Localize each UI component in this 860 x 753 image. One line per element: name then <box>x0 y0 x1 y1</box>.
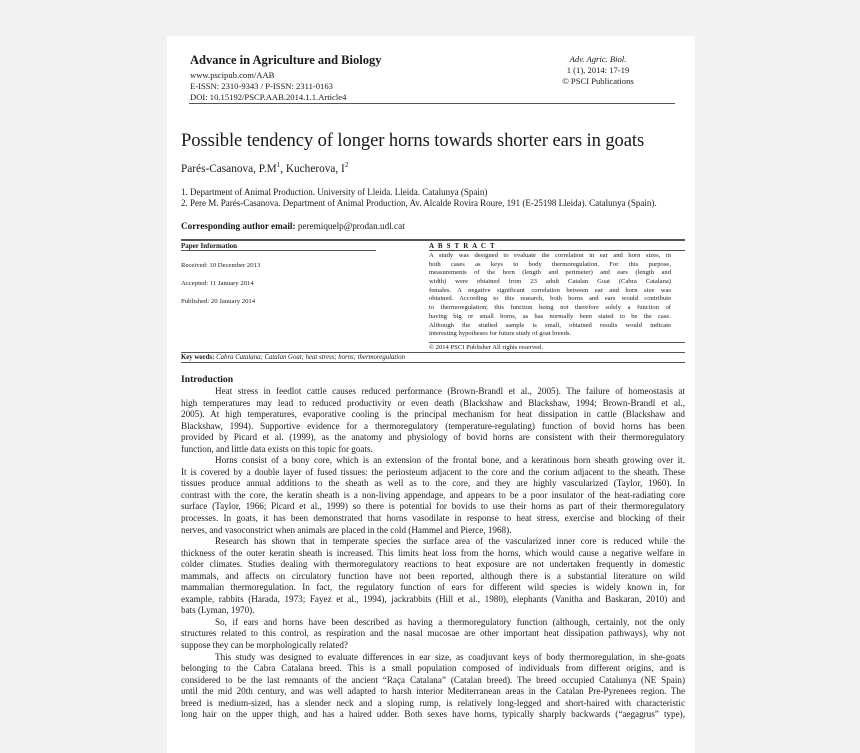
body-line: tissues produce annual additions to the sheath as well as to the core, and they are highly vascularized (Taylor, 1960). In <box>181 478 685 489</box>
body-line: This study was designed to evaluate differences in ear size, as coadjuvant keys of body thermoregulation, in she-goats <box>215 651 685 662</box>
body-line: breed is medium-sized, has a slender neck and a sloping rump, is relatively long-legged and short-haired with characteristic <box>181 697 685 708</box>
corr-label: Corresponding author email: <box>181 221 296 231</box>
affiliation-2: 2. Pere M. Parés-Casanova. Department of Animal Production, Av. Alcalde Rovira Roure, 191 (E-25198 Lleida). Catalunya (Spain). <box>181 198 657 208</box>
keywords-bottom-rule <box>181 362 685 363</box>
body-line: structures related to this control, as respiration and the nasal mucosae are other important heat dissipation pathways), why not <box>181 628 685 639</box>
introduction-heading: Introduction <box>181 374 234 385</box>
body-line: processes. In goats, it has been demonstrated that horns vasodilate in response to heat stress, exercise and blocking of their <box>181 513 685 524</box>
journal-doi: DOI: 10.15192/PSCP.AAB.2014.1.1.Article4 <box>190 92 347 102</box>
body-line: 2005). At high temperatures, evaporative cooling is the principal mechanism for heat dissipation in cattle (Blackshaw and <box>181 409 685 420</box>
author-2: , Kucherova, I <box>280 162 345 175</box>
abstract-heading-rule <box>429 250 685 251</box>
abstract-bottom-rule <box>429 342 685 343</box>
body-line: function, and little data exists on this topic for goats. <box>181 443 373 454</box>
corresponding-author <box>181 221 405 231</box>
body-line: thickness of the outer keratin sheath is increased. This limits heat loss from the horns, which would cause a negative welfare in <box>181 547 685 558</box>
journal-issn: E-ISSN: 2310-9343 / P-ISSN: 2311-0163 <box>190 81 333 91</box>
abstract-line: width) were obtained from 23 adult Catalan Goat (Cabra Catalana) <box>429 278 671 286</box>
abstract-copyright: © 2014 PSCI Publisher All rights reserved. <box>429 344 543 351</box>
body-line: bats (Lyman, 1970). <box>181 605 255 616</box>
body-line: Heat stress in feedlot cattle causes reduced performance (Brown-Brandl et al., 2005). The failure of homeostasis at <box>215 386 685 396</box>
body-line: nerves, and vasoconstrict when animals are placed in the cold (Hammel and Pierce, 1968). <box>181 524 512 535</box>
abstract-heading: A B S T R A C T <box>429 242 496 250</box>
header-rule <box>189 103 675 104</box>
abstract-line: females. A negative significant correlation between ear and horn size was <box>429 286 671 294</box>
author-1: Parés-Casanova, P.M <box>181 162 277 175</box>
paper-information-heading: Paper Information <box>181 242 238 250</box>
abstract-line: interesting hypotheses for future study of goat breeds. <box>429 330 572 338</box>
body-line: suppose they can be morphologically related? <box>181 640 348 651</box>
body-line: Horns consist of a bony core, which is an extension of the frontal bone, and a keratinous horn sheath growing over it. <box>215 455 685 466</box>
body-line: mammalian thermoregulation. In fact, the regulatory function of ears for different wild species is widely known in, for <box>181 582 685 593</box>
body-line: high temperatures may lead to reduced productivity or even death (Blackshaw and Blackshaw, 1994; Brown-Brandl et al., <box>181 397 685 408</box>
abstract-line: obtained. According to this research, both horns and ears would contribute <box>429 295 671 303</box>
abstract-line: A study was designed to evaluate the correlation in ear and horn sizes, in <box>429 252 671 259</box>
body-line: contrast with the core, the keratin sheath is a non-living appendage, and appears to be a poor insulator of the heat-radiating core <box>181 489 685 500</box>
body-line: Blackshaw, 1994). Supportive evidence for a thermoregulatory (temperature-regulating) function of bovid horns has been <box>181 420 685 431</box>
body-line: colder climates. Studies dealing with thermoregulatory reactions to heat exposure are not undertaken frequently in domestic <box>181 559 685 570</box>
body-line: belonging to the Cabra Catalana breed. This is a small population composed of individuals from different origins, and is <box>181 663 685 674</box>
body-line: until the mid 20th century, and was well adapted to harsh interior Mediterranean areas in the Catalan Pre-Pyrenees region. The <box>181 686 685 697</box>
affiliation-1: 1. Department of Animal Production. University of Lleida. Lleida. Catalunya (Spain) <box>181 187 488 197</box>
abstract-line: Although the studied sample is small, obtained results would indicate <box>429 321 671 329</box>
author-2-affil: 2 <box>344 161 349 169</box>
body-line: example, rabbits (Harada, 1973; Fayez et al., 1994), jackrabbits (Hill et al., 1980), elephants (Vanitha and Baskaran, 2010) and <box>181 593 685 604</box>
keywords-line <box>181 354 405 361</box>
accepted-date: Accepted: 11 January 2014 <box>181 280 254 287</box>
keywords-text: Cabra Catalana; Catalan Goat; heat stress; horns; thermoregulation <box>214 354 405 361</box>
author-line <box>181 161 348 175</box>
journal-name: Advance in Agriculture and Biology <box>190 53 382 67</box>
info-top-rule <box>181 239 685 241</box>
body-line: considered to be the last remnants of the ancient “Raça Catalana” (Catalan breed). The breed occupied Catalunya (NE Spain) <box>181 674 685 685</box>
journal-abbrev: Adv. Agric. Biol. <box>569 54 627 64</box>
abstract-line: measurements of the horn (length and perimeter) and ears (length and <box>429 269 671 277</box>
paper-page <box>167 36 695 753</box>
corr-email[interactable]: peremiquelp@prodan.udl.cat <box>295 221 405 231</box>
body-line: long hair on the upper thigh, and has a haired udder. Both sexes have horns, typically sharply backwards (“aegagrus” type), <box>181 709 685 720</box>
publisher-copyright: © PSCI Publications <box>562 76 634 86</box>
introduction-body <box>181 386 685 721</box>
received-date: Received: 10 December 2013 <box>181 262 261 269</box>
volume-pages: 1 (1), 2014: 17-19 <box>566 65 630 75</box>
body-line: So, if ears and horns have been described as having a thermoregulatory function (although, certainly, not the only <box>215 616 685 627</box>
body-line: surface (Taylor, 1966; Picard et al., 1999) so there is potential for bovids to use their horns as part of their thermoregulatory <box>181 501 685 512</box>
body-line: mammals, and affects on circulatory function have not been reported, although there is a substantial literature on wild <box>181 570 685 581</box>
journal-website: www.pscipub.com/AAB <box>190 70 275 80</box>
abstract-text <box>429 252 671 339</box>
info-heading-rule <box>181 250 376 251</box>
keywords-top-rule <box>181 352 685 353</box>
abstract-line: both cases as keys to body thermoregulation. For this purpose, <box>429 260 671 268</box>
published-date: Published: 20 January 2014 <box>181 298 256 305</box>
body-line: Research has shown that in temperate species the surface area of the vascularized inner core is reduced while the <box>215 536 685 547</box>
abstract-line: having big or small horns, as has normally been stated to be the case. <box>429 312 671 320</box>
body-line: provided by Picard et al. (1999), as the anatomy and physiology of bovid horns are consistent with their thermoregulatory <box>181 432 685 443</box>
author-1-affil: 1 <box>276 161 281 169</box>
keywords-label: Key words: <box>181 354 215 361</box>
body-line: It is covered by a double layer of fused tissues: the periosteum adjacent to the core and the corium adjacent to the sheath. These <box>181 466 685 477</box>
paper-title: Possible tendency of longer horns towards shorter ears in goats <box>181 130 645 151</box>
abstract-line: to thermoregulation; this function being not therefore solely a function of <box>429 304 671 312</box>
